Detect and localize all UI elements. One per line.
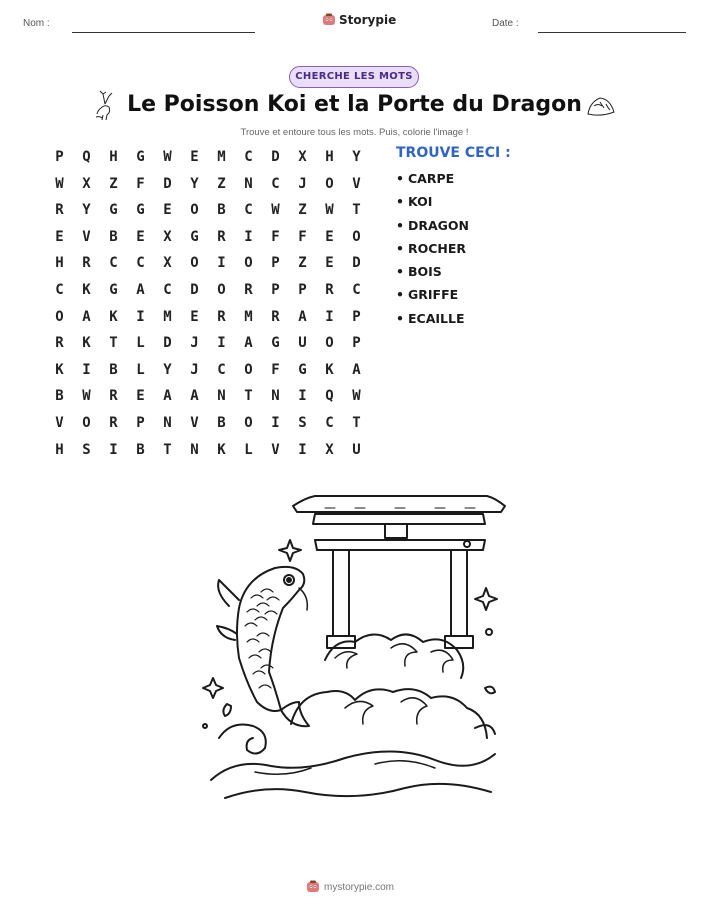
grid-letter[interactable]: H: [55, 441, 64, 458]
grid-letter[interactable]: Q: [82, 149, 91, 165]
grid-letter[interactable]: I: [298, 388, 307, 405]
grid-letter[interactable]: G: [136, 149, 145, 165]
grid-letter[interactable]: C: [271, 175, 280, 192]
grid-letter[interactable]: E: [136, 388, 145, 405]
grid-row: [46, 308, 370, 335]
date-line[interactable]: [538, 32, 686, 33]
grid-letter[interactable]: B: [136, 441, 145, 458]
grid-letter[interactable]: T: [244, 388, 253, 405]
grid-letter[interactable]: O: [325, 335, 334, 352]
grid-letter[interactable]: I: [217, 255, 226, 272]
grid-letter[interactable]: P: [271, 281, 280, 298]
word-list-item: [396, 194, 511, 217]
grid-letter[interactable]: E: [190, 308, 199, 325]
grid-letter[interactable]: T: [109, 335, 118, 352]
grid-letter[interactable]: P: [271, 255, 280, 272]
grid-letter[interactable]: S: [298, 414, 307, 431]
grid-letter[interactable]: P: [55, 149, 64, 165]
footer: [306, 880, 394, 894]
word-text: ROCHER: [408, 240, 467, 256]
grid-letter[interactable]: X: [163, 228, 172, 245]
grid-letter[interactable]: K: [217, 441, 226, 458]
grid-letter[interactable]: O: [82, 414, 91, 431]
word-text: KOI: [408, 194, 433, 210]
grid-letter[interactable]: K: [55, 361, 64, 378]
word-text: DRAGON: [408, 217, 470, 233]
bullet: •: [396, 310, 404, 326]
grid-letter[interactable]: F: [271, 361, 280, 378]
grid-letter[interactable]: C: [352, 281, 361, 298]
word-text: ECAILLE: [408, 310, 465, 326]
grid-row: [46, 441, 370, 468]
grid-letter[interactable]: U: [298, 335, 307, 352]
grid-letter[interactable]: A: [298, 308, 307, 325]
grid-letter[interactable]: G: [271, 335, 280, 352]
grid-letter[interactable]: R: [217, 308, 226, 325]
grid-letter[interactable]: C: [55, 281, 64, 298]
grid-letter[interactable]: R: [244, 281, 253, 298]
grid-letter[interactable]: O: [244, 255, 253, 272]
grid-letter[interactable]: H: [109, 149, 118, 165]
instructions: Trouve et entoure tous les mots. Puis, colorie l'image !: [240, 127, 469, 138]
word-list: [396, 145, 511, 334]
grid-letter[interactable]: R: [55, 335, 64, 352]
date-label: Date :: [492, 18, 519, 29]
grid-letter[interactable]: O: [190, 202, 199, 219]
grid-letter[interactable]: Z: [298, 255, 307, 272]
grid-letter[interactable]: R: [217, 228, 226, 245]
grid-letter[interactable]: D: [190, 281, 199, 298]
grid-row: [46, 281, 370, 308]
grid-row: [46, 334, 370, 361]
grid-letter[interactable]: N: [217, 388, 226, 405]
grid-letter[interactable]: E: [55, 228, 64, 245]
grid-letter[interactable]: H: [325, 149, 334, 165]
grid-letter[interactable]: B: [109, 228, 118, 245]
brand-logo: [322, 13, 396, 27]
grid-letter[interactable]: Y: [352, 149, 361, 165]
grid-letter[interactable]: C: [244, 149, 253, 165]
grid-letter[interactable]: G: [190, 228, 199, 245]
sparkle-drawing: [279, 540, 301, 561]
grid-letter[interactable]: C: [325, 414, 334, 431]
grid-letter[interactable]: F: [298, 228, 307, 245]
grid-letter[interactable]: F: [136, 175, 145, 192]
grid-letter[interactable]: G: [109, 202, 118, 219]
grid-letter[interactable]: L: [136, 361, 145, 378]
grid-letter[interactable]: N: [190, 441, 199, 458]
grid-letter[interactable]: I: [82, 361, 91, 378]
grid-letter[interactable]: N: [163, 414, 172, 431]
word-text: BOIS: [408, 264, 442, 280]
grid-letter[interactable]: O: [55, 308, 64, 325]
grid-row: [46, 254, 370, 281]
grid-letter[interactable]: M: [217, 149, 226, 165]
grid-letter[interactable]: T: [163, 441, 172, 458]
grid-letter[interactable]: O: [244, 361, 253, 378]
grid-letter[interactable]: N: [271, 388, 280, 405]
grid-letter[interactable]: E: [163, 202, 172, 219]
koi-gate-illustration[interactable]: [195, 488, 510, 808]
grid-letter[interactable]: A: [136, 281, 145, 298]
storypie-logo-icon: [322, 13, 336, 27]
grid-letter[interactable]: M: [163, 308, 172, 325]
grid-letter[interactable]: Q: [325, 388, 334, 405]
grid-letter[interactable]: Z: [217, 175, 226, 192]
sparkle-drawing: [203, 678, 223, 698]
grid-letter[interactable]: I: [325, 308, 334, 325]
grid-letter[interactable]: Y: [190, 175, 199, 192]
word-list-item: [396, 241, 511, 264]
grid-letter[interactable]: B: [217, 414, 226, 431]
grid-letter[interactable]: J: [298, 175, 307, 192]
grid-letter[interactable]: L: [244, 441, 253, 458]
grid-letter[interactable]: I: [244, 228, 253, 245]
grid-row: [46, 228, 370, 255]
waves-drawing: [211, 634, 495, 798]
grid-letter[interactable]: E: [190, 149, 199, 165]
grid-letter[interactable]: G: [109, 281, 118, 298]
grid-row: [46, 361, 370, 388]
grid-letter[interactable]: W: [271, 202, 280, 219]
grid-letter[interactable]: T: [352, 414, 361, 431]
grid-letter[interactable]: D: [163, 175, 172, 192]
word-search-grid[interactable]: [46, 148, 370, 467]
grid-letter[interactable]: A: [190, 388, 199, 405]
grid-letter[interactable]: V: [55, 414, 64, 431]
bullet: •: [396, 240, 404, 256]
grid-letter[interactable]: M: [244, 308, 253, 325]
grid-letter[interactable]: O: [244, 414, 253, 431]
grid-letter[interactable]: O: [217, 281, 226, 298]
grid-letter[interactable]: R: [82, 255, 91, 272]
grid-letter[interactable]: E: [325, 228, 334, 245]
grid-letter[interactable]: K: [82, 335, 91, 352]
bullet: •: [396, 287, 404, 303]
grid-letter[interactable]: C: [244, 202, 253, 219]
bullet: •: [396, 171, 404, 186]
name-line[interactable]: [72, 32, 255, 33]
grid-letter[interactable]: B: [55, 388, 64, 405]
grid-letter[interactable]: H: [55, 255, 64, 272]
word-list-title: TROUVE CECI :: [396, 145, 511, 161]
grid-letter[interactable]: X: [82, 175, 91, 192]
word-list-item: [396, 264, 511, 287]
word-list-item: [396, 311, 511, 334]
grid-letter[interactable]: L: [136, 335, 145, 352]
grid-letter[interactable]: O: [352, 228, 361, 245]
bullet: •: [396, 217, 404, 233]
grid-letter[interactable]: C: [109, 255, 118, 272]
grid-letter[interactable]: G: [298, 361, 307, 378]
grid-letter[interactable]: W: [163, 149, 172, 165]
grid-letter[interactable]: I: [217, 335, 226, 352]
grid-letter[interactable]: O: [190, 255, 199, 272]
grid-letter[interactable]: J: [190, 335, 199, 352]
grid-letter[interactable]: V: [352, 175, 361, 192]
grid-letter[interactable]: N: [244, 175, 253, 192]
page-title: Le Poisson Koi et la Porte du Dragon: [127, 92, 582, 117]
grid-letter[interactable]: D: [271, 149, 280, 165]
grid-row: [46, 414, 370, 441]
grid-letter[interactable]: R: [109, 388, 118, 405]
category-badge: CHERCHE LES MOTS: [289, 66, 419, 88]
grid-letter[interactable]: C: [217, 361, 226, 378]
grid-letter[interactable]: P: [352, 308, 361, 325]
grid-letter[interactable]: V: [82, 228, 91, 245]
grid-letter[interactable]: G: [136, 202, 145, 219]
grid-letter[interactable]: Y: [163, 361, 172, 378]
grid-letter[interactable]: V: [271, 441, 280, 458]
grid-letter[interactable]: I: [109, 441, 118, 458]
grid-letter[interactable]: S: [82, 441, 91, 458]
grid-letter[interactable]: I: [298, 441, 307, 458]
grid-letter[interactable]: X: [298, 149, 307, 165]
grid-letter[interactable]: P: [136, 414, 145, 431]
grid-letter[interactable]: O: [325, 175, 334, 192]
grid-letter[interactable]: E: [136, 228, 145, 245]
grid-row: [46, 148, 370, 175]
grid-letter[interactable]: X: [163, 255, 172, 272]
grid-letter[interactable]: R: [271, 308, 280, 325]
grid-letter[interactable]: K: [82, 281, 91, 298]
word-text: GRIFFE: [408, 287, 459, 303]
brand-name: Storypie: [339, 13, 397, 27]
grid-letter[interactable]: R: [325, 281, 334, 298]
grid-letter[interactable]: D: [163, 335, 172, 352]
footer-url: mystorypie.com: [324, 881, 395, 893]
grid-letter[interactable]: A: [82, 308, 91, 325]
grid-letter[interactable]: T: [352, 202, 361, 219]
grid-letter[interactable]: E: [325, 255, 334, 272]
storypie-logo-icon: [306, 880, 320, 894]
grid-letter[interactable]: Z: [109, 175, 118, 192]
grid-letter[interactable]: R: [55, 202, 64, 219]
sparkle-drawing: [475, 588, 497, 610]
grid-letter[interactable]: B: [217, 202, 226, 219]
grid-letter[interactable]: I: [271, 414, 280, 431]
grid-letter[interactable]: J: [190, 361, 199, 378]
grid-letter[interactable]: R: [109, 414, 118, 431]
grid-letter[interactable]: C: [136, 255, 145, 272]
grid-row: [46, 387, 370, 414]
grid-letter[interactable]: A: [244, 335, 253, 352]
grid-letter[interactable]: B: [109, 361, 118, 378]
grid-letter[interactable]: U: [352, 441, 361, 458]
grid-letter[interactable]: C: [163, 281, 172, 298]
grid-letter[interactable]: W: [82, 388, 91, 405]
name-label: Nom :: [23, 18, 50, 29]
grid-letter[interactable]: P: [352, 335, 361, 352]
word-list-item: [396, 171, 511, 194]
grid-row: [46, 175, 370, 202]
grid-letter[interactable]: Y: [82, 202, 91, 219]
grid-letter[interactable]: D: [352, 255, 361, 272]
grid-letter[interactable]: K: [109, 308, 118, 325]
bullet: •: [396, 194, 404, 210]
grid-letter[interactable]: V: [190, 414, 199, 431]
word-list-item: [396, 287, 511, 310]
grid-letter[interactable]: W: [55, 175, 64, 192]
rock-deco-icon: [586, 94, 616, 118]
grid-letter[interactable]: A: [163, 388, 172, 405]
koi-fish-drawing: [217, 567, 309, 726]
grid-letter[interactable]: A: [352, 361, 361, 378]
torii-gate-drawing: [293, 496, 505, 648]
grid-letter[interactable]: I: [136, 308, 145, 325]
word-list-item: [396, 218, 511, 241]
word-text: CARPE: [408, 171, 455, 186]
grid-letter[interactable]: Z: [298, 202, 307, 219]
grid-letter[interactable]: W: [352, 388, 361, 405]
grid-letter[interactable]: W: [325, 202, 334, 219]
grid-row: [46, 201, 370, 228]
bullet: •: [396, 264, 404, 280]
grid-letter[interactable]: P: [298, 281, 307, 298]
grid-letter[interactable]: X: [325, 441, 334, 458]
grid-letter[interactable]: F: [271, 228, 280, 245]
grid-letter[interactable]: K: [325, 361, 334, 378]
